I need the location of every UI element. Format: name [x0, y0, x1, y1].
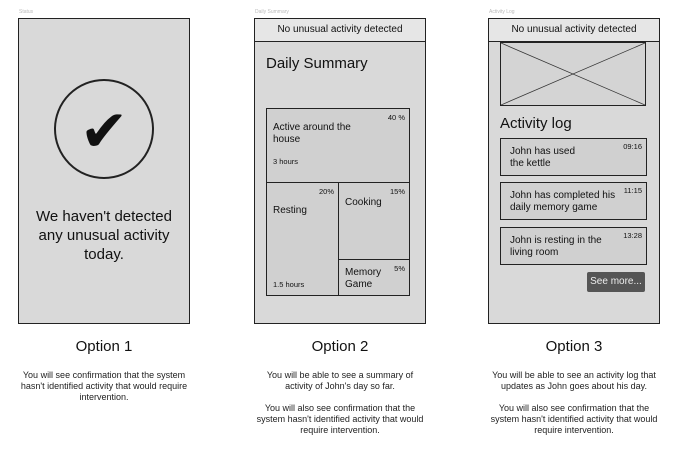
activity-treemap [266, 108, 410, 296]
treemap-cell-cooking[interactable] [338, 182, 410, 260]
treemap-cell-resting[interactable] [266, 182, 339, 296]
option-3-caption: Option 3 [545, 338, 603, 355]
checkmark-icon: ✔ [79, 97, 129, 165]
description-paragraph: You will be able to see a summary of activity of John's day so far. [266, 370, 414, 391]
option-1-description [18, 370, 190, 414]
log-entry[interactable] [500, 138, 647, 176]
log-entry[interactable] [500, 227, 647, 265]
activity-label: Resting [273, 205, 307, 216]
activity-duration: 1.5 hours [273, 280, 305, 289]
description-paragraph: You will be able to see an activity log that updates as John goes about his day. [492, 370, 656, 391]
frame-label-daily-summary: Daily Summary [255, 9, 289, 15]
treemap-cell-active[interactable] [266, 108, 410, 183]
activity-percent: 5% [394, 264, 405, 273]
log-entry-time: 09:16 [623, 142, 642, 151]
description-paragraph: You will also see confirmation that the system hasn't identified activity that would require intervention. [256, 403, 424, 435]
frame-label-activity-log: Activity Log [489, 9, 515, 15]
activity-label: Memory Game [345, 267, 382, 290]
log-entry-text: John has completed his daily memory game [510, 190, 616, 213]
frame-label-status: Status [19, 9, 34, 15]
treemap-cell-memory-game[interactable] [338, 259, 410, 296]
activity-label: Active around the house [273, 122, 351, 145]
log-entry-time: 13:28 [623, 231, 642, 240]
log-entry-text: John is resting in the living room [510, 235, 602, 258]
option-2-caption: Option 2 [311, 338, 369, 355]
status-banner: No unusual activity detected [489, 19, 659, 42]
option-2-screen [254, 18, 426, 324]
activity-duration: 3 hours [273, 157, 299, 166]
no-activity-message: We haven't detected any unusual activity today. [35, 208, 172, 263]
description-paragraph: You will see confirmation that the system hasn't identified activity that would require intervention. [20, 370, 188, 402]
option-1-screen [18, 18, 190, 324]
option-1-caption: Option 1 [75, 338, 133, 355]
log-entry-time: 11:15 [623, 186, 642, 195]
see-more-button[interactable]: See more... [587, 272, 645, 292]
option-3-screen [488, 18, 660, 324]
description-paragraph: You will also see confirmation that the system hasn't identified activity that would require intervention. [490, 403, 658, 435]
activity-percent: 15% [389, 187, 405, 196]
option-2-description [254, 370, 426, 447]
status-banner: No unusual activity detected [255, 19, 425, 42]
activity-percent: 20% [318, 187, 334, 196]
activity-percent: 40 % [387, 113, 405, 122]
image-placeholder-icon [500, 42, 646, 106]
log-entry[interactable] [500, 182, 647, 220]
activity-label: Cooking [345, 197, 382, 208]
option-3-description [488, 370, 660, 447]
activity-log-title: Activity log [500, 115, 572, 132]
log-entry-text: John has used the kettle [510, 146, 576, 169]
check-circle [54, 79, 154, 179]
page-title: Daily Summary [266, 55, 368, 72]
